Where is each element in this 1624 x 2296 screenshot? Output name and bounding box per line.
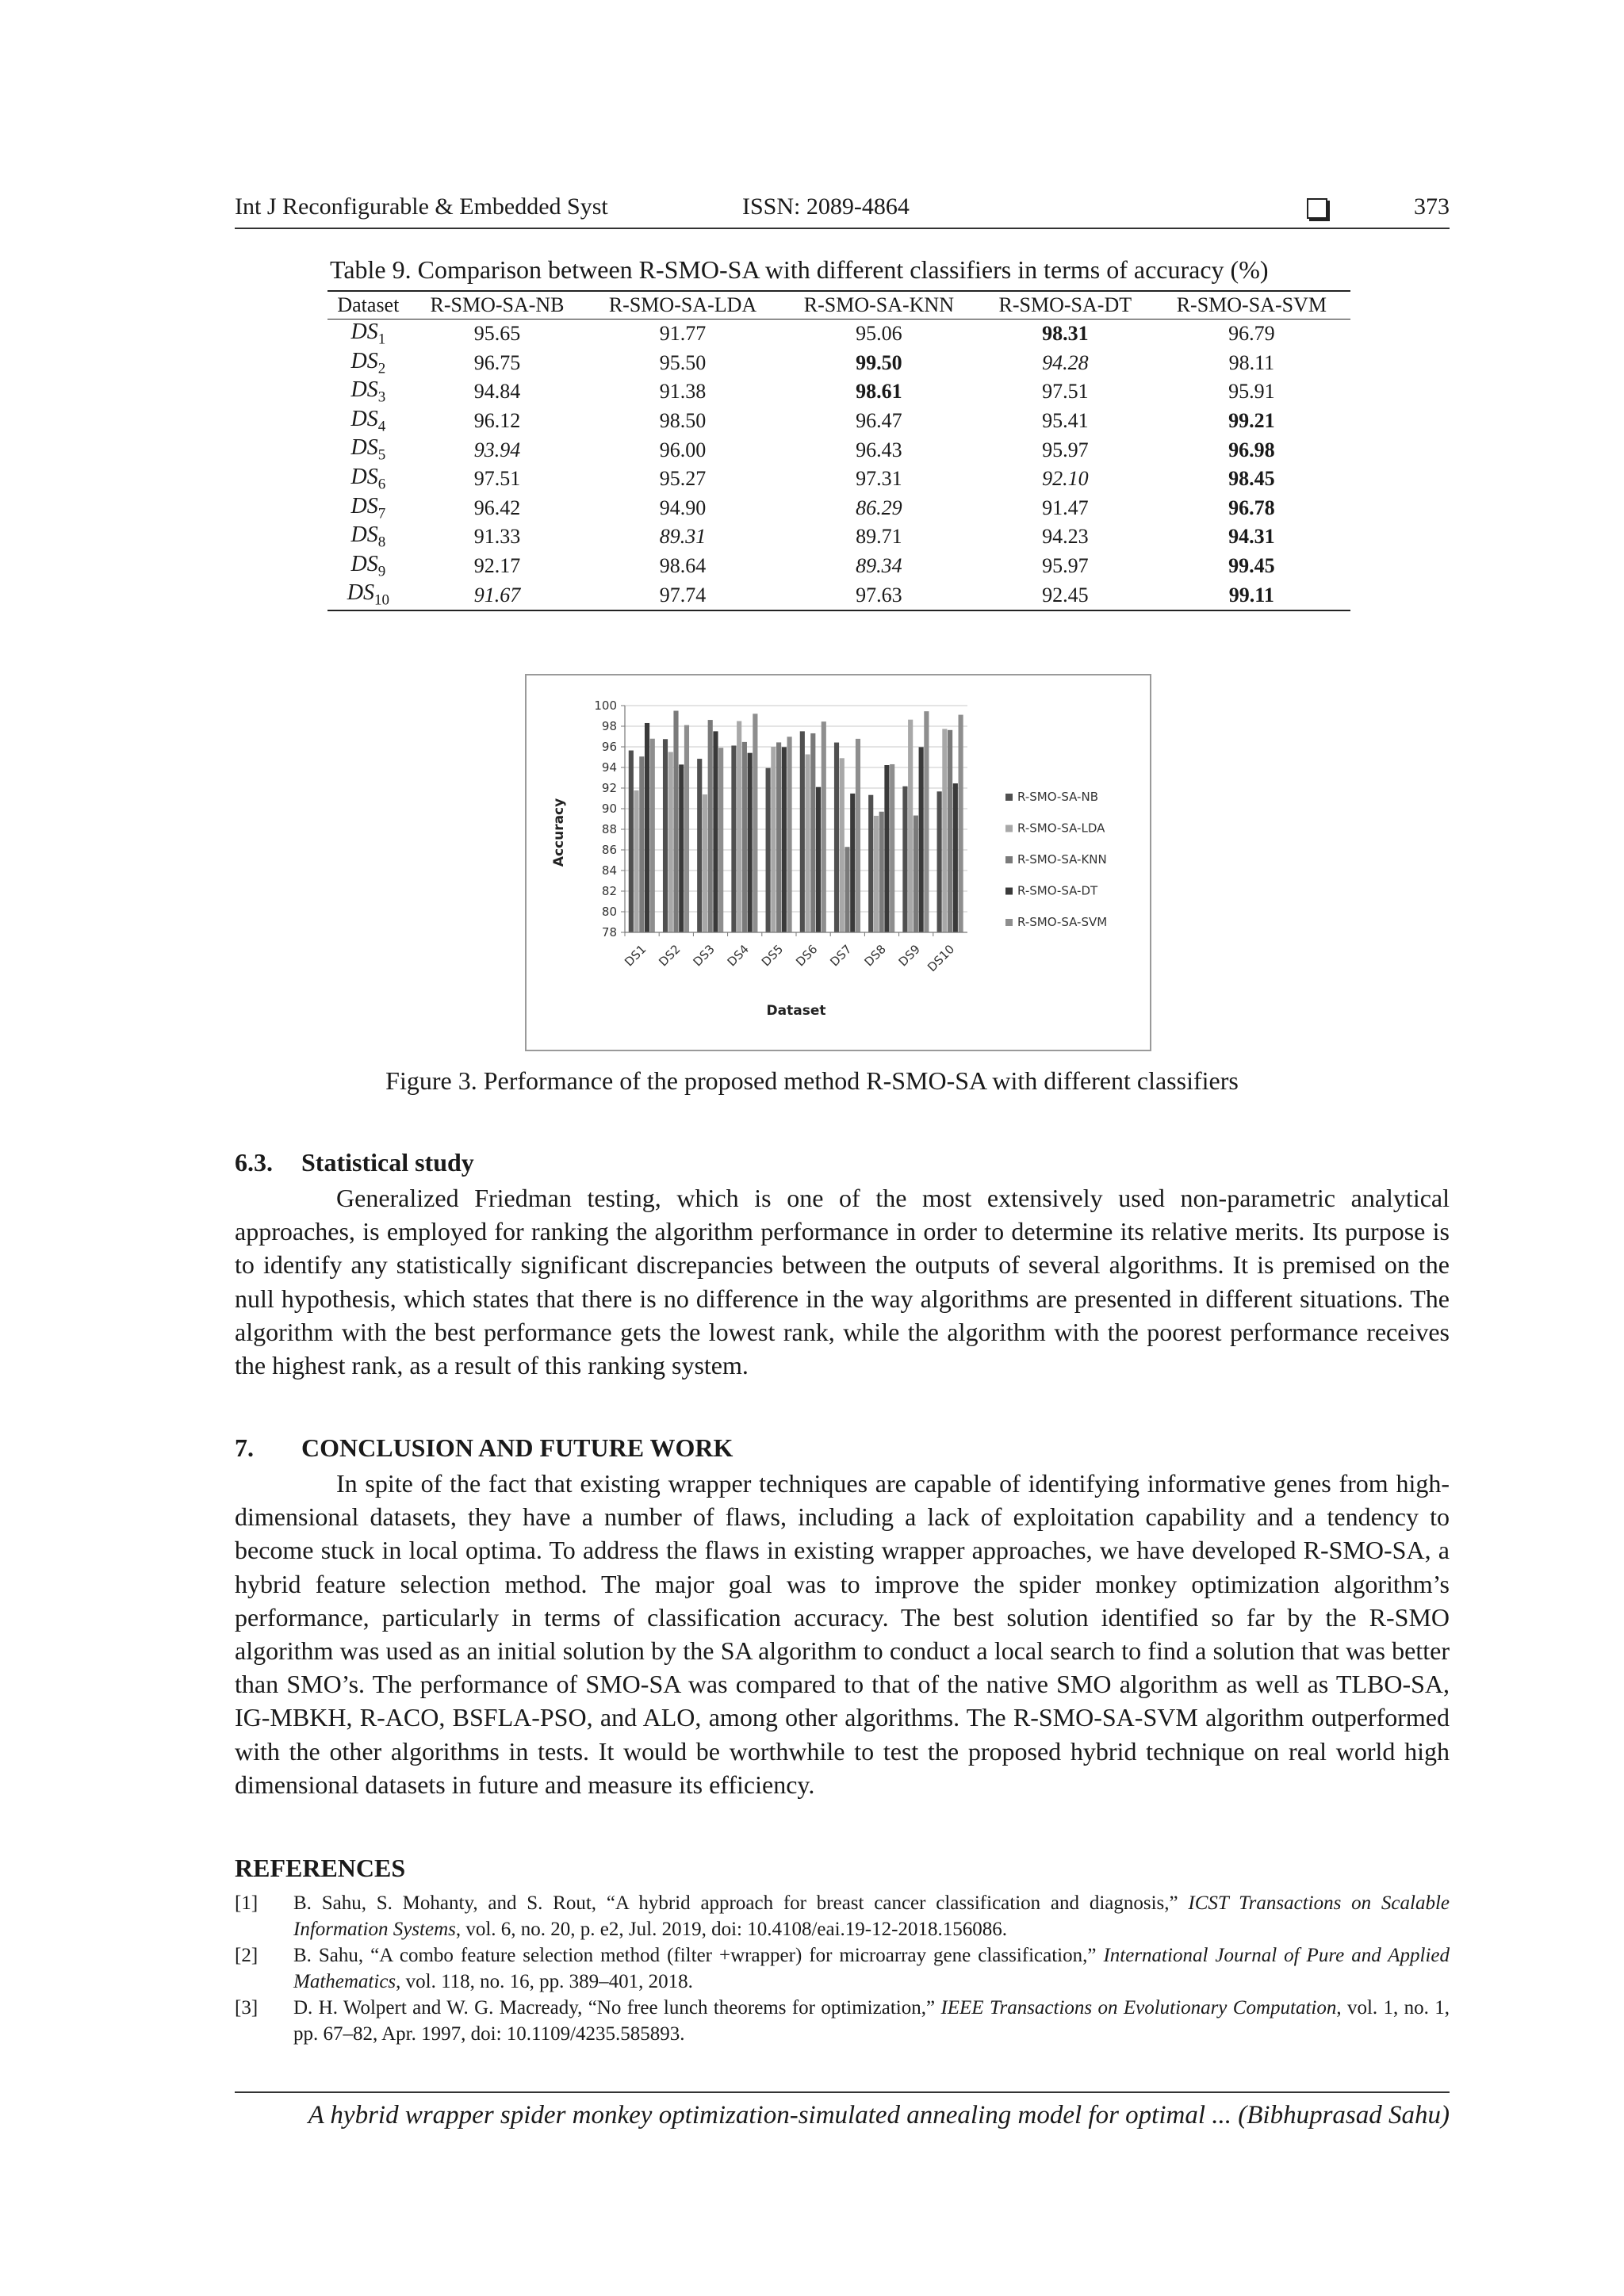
bar-R-SMO-SA-KNN-DS7 [845, 847, 849, 932]
bar-R-SMO-SA-SVM-DS8 [890, 764, 894, 932]
dataset-cell: $DS_8$ [350, 522, 386, 551]
section-7-paragraph: In spite of the fact that existing wrapper techniques are capable of identifying informative genes from high-dimensional datasets, they have a number of flaws, including a lack of exploitation capability and a tendency to become stuck in local optima. To address the flaws in existing wrapper approaches, we have developed R-SMO-SA, a hybrid feature selection method. The major goal was to improve the spider monkey optimization algorithm’s performance, particularly in terms of classification accuracy. The best solution identified so far by the R-SMO algorithm was used as an initial solution by the SA algorithm to conduct a local search to find a solution that was better than SMO’s. The performance of SMO-SA was compared to that of the native SMO algorithm as well as TLBO-SA, IG-MBKH, R-ACO, BSFLA-PSO, and ALO, among other algorithms. The R-SMO-SA-SVM algorithm outperformed with the other algorithms in tests. It would be worthwhile to test the proposed hybrid technique on real world high dimensional datasets in future and measure its efficiency. [235, 1469, 1450, 1799]
accuracy-cell: 98.61 [856, 380, 902, 404]
accuracy-cell: 93.94 [473, 438, 521, 461]
bar-R-SMO-SA-KNN-DS10 [948, 730, 952, 932]
accuracy-cell: 95.97 [1042, 554, 1089, 578]
bar-R-SMO-SA-KNN-DS1 [639, 756, 644, 932]
bar-R-SMO-SA-DT-DS7 [850, 794, 855, 932]
table-column-header: R-SMO-SA-DT [978, 291, 1153, 320]
reference-list [235, 1890, 1450, 2047]
bar-R-SMO-SA-SVM-DS1 [650, 739, 655, 932]
accuracy-cell: 92.10 [1042, 467, 1089, 491]
bar-R-SMO-SA-DT-DS3 [713, 731, 718, 932]
chart-legend [1005, 790, 1107, 929]
dataset-cell: $DS_1$ [350, 320, 386, 348]
accuracy-cell: 94.28 [1042, 350, 1089, 374]
accuracy-cell: 92.45 [1042, 583, 1089, 607]
table-column-header: Dataset [327, 291, 409, 320]
accuracy-cell: 96.98 [1228, 438, 1275, 461]
reference-item [235, 1890, 1450, 1942]
x-tick-label: DS3 [690, 942, 718, 970]
accuracy-cell: 95.65 [473, 322, 521, 346]
references-heading: REFERENCES [235, 1854, 406, 1882]
accuracy-cell: 96.12 [473, 409, 521, 433]
dataset-cell: $DS_2$ [350, 348, 386, 377]
accuracy-cell: 95.41 [1042, 409, 1089, 433]
bar-R-SMO-SA-NB-DS1 [629, 751, 634, 932]
accuracy-cell: 94.90 [659, 496, 707, 519]
table-row [327, 377, 1350, 407]
bar-R-SMO-SA-NB-DS7 [834, 743, 839, 932]
legend-swatch [1005, 856, 1013, 863]
accuracy-cell: 91.77 [659, 322, 707, 346]
bar-R-SMO-SA-LDA-DS10 [942, 729, 947, 932]
legend-swatch [1005, 919, 1013, 926]
bar-R-SMO-SA-KNN-DS4 [742, 742, 747, 932]
y-tick-label: 78 [601, 925, 617, 939]
accuracy-cell: 96.79 [1228, 322, 1275, 346]
section-number: 6.3. [235, 1148, 273, 1177]
issn: ISSN: 2089-4864 [742, 193, 910, 220]
legend-label: R-SMO-SA-SVM [1017, 915, 1108, 929]
legend-label: R-SMO-SA-KNN [1017, 852, 1107, 867]
x-tick-label: DS6 [793, 942, 821, 970]
bar-R-SMO-SA-SVM-DS2 [684, 725, 689, 932]
accuracy-bar-chart [527, 675, 1150, 1050]
bar-R-SMO-SA-LDA-DS1 [634, 790, 638, 932]
accuracy-cell: 91.67 [473, 583, 521, 607]
table-row [327, 494, 1350, 523]
legend-swatch [1005, 794, 1013, 801]
accuracy-cell: 98.31 [1042, 322, 1089, 346]
table-header-row [327, 291, 1350, 320]
bar-R-SMO-SA-NB-DS5 [766, 768, 771, 932]
y-tick-label: 98 [601, 719, 617, 733]
x-tick-label: DS7 [827, 942, 855, 970]
y-tick-label: 86 [601, 843, 617, 857]
bar-R-SMO-SA-SVM-DS4 [753, 714, 757, 932]
y-tick-label: 100 [594, 698, 617, 713]
accuracy-cell: 95.27 [659, 467, 707, 491]
legend-swatch [1005, 888, 1013, 895]
dataset-cell: $DS_6$ [350, 464, 386, 493]
y-tick-label: 80 [601, 905, 617, 919]
section-6-3-paragraph: Generalized Friedman testing, which is one of the most extensively used non-parametric analytical approaches, is employed for ranking the algorithm performance in order to determine its relative merits. Its purpose is to identify any statistically significant discrepancies between the outputs of several algorithms. It is premised on the null hypothesis, which states that there is no difference in the way algorithms are presented in different situations. The algorithm with the best performance gets the lowest rank, while the algorithm with the poorest performance receives the highest rank, as a result of this ranking system. [235, 1184, 1450, 1380]
bar-R-SMO-SA-SVM-DS10 [959, 715, 963, 932]
x-tick-label: DS9 [895, 942, 924, 970]
table-row [327, 552, 1350, 581]
legend-swatch [1005, 825, 1013, 832]
accuracy-cell: 96.75 [473, 350, 521, 374]
table-body [327, 320, 1350, 610]
bar-R-SMO-SA-LDA-DS3 [703, 794, 707, 932]
accuracy-cell: 96.78 [1228, 496, 1275, 519]
chart-frame [525, 674, 1151, 1051]
accuracy-cell: 96.43 [856, 438, 902, 461]
accuracy-cell: 91.33 [473, 525, 521, 549]
dataset-cell: $DS_3$ [350, 377, 386, 406]
accuracy-cell: 98.45 [1228, 467, 1275, 491]
accuracy-cell: 96.00 [659, 438, 707, 461]
reference-number: [2] [235, 1945, 259, 1966]
dataset-cell: $DS_{10}$ [347, 580, 389, 609]
accuracy-cell: 95.97 [1042, 438, 1089, 461]
table-column-header: R-SMO-SA-SVM [1153, 291, 1350, 320]
accuracy-cell: 96.42 [473, 496, 521, 519]
bar-R-SMO-SA-NB-DS10 [937, 791, 942, 932]
accuracy-cell: 91.47 [1042, 496, 1089, 519]
accuracy-cell: 97.51 [473, 467, 521, 491]
accuracy-cell: 91.38 [659, 380, 707, 404]
accuracy-cell: 92.17 [473, 554, 521, 578]
section-heading-7 [235, 1433, 733, 1463]
chart-bars [629, 711, 963, 933]
square-icon [1307, 198, 1327, 219]
accuracy-cell: 96.47 [856, 409, 902, 433]
figure-caption: Figure 3. Performance of the proposed method R-SMO-SA with different classifiers [385, 1066, 1239, 1095]
bar-R-SMO-SA-SVM-DS9 [924, 711, 929, 932]
bar-R-SMO-SA-SVM-DS6 [822, 721, 826, 932]
page-number: 373 [1414, 193, 1450, 220]
bar-R-SMO-SA-DT-DS6 [816, 787, 821, 932]
accuracy-cell: 86.29 [856, 496, 902, 519]
accuracy-cell: 97.63 [856, 583, 902, 607]
table-column-header: R-SMO-SA-NB [409, 291, 586, 320]
dataset-cell: $DS_4$ [350, 406, 386, 435]
bar-R-SMO-SA-NB-DS6 [800, 731, 805, 932]
bar-R-SMO-SA-KNN-DS8 [879, 812, 884, 932]
accuracy-cell: 99.45 [1228, 554, 1275, 578]
reference-item [235, 1942, 1450, 1995]
table-column-header: R-SMO-SA-LDA [585, 291, 779, 320]
bar-R-SMO-SA-LDA-DS5 [771, 747, 776, 932]
accuracy-table [327, 290, 1350, 611]
dataset-cell: $DS_7$ [350, 493, 386, 522]
running-header [235, 193, 1450, 225]
reference-number: [3] [235, 1997, 259, 2019]
bar-R-SMO-SA-NB-DS3 [697, 759, 702, 932]
reference-text: D. H. Wolpert and W. G. Macready, “No free lunch theorems for optimization,” IEEE Transactions on Evolutionary Computation, vol. 1, no. 1, pp. 67–82, Apr. 1997, doi: 10.1109/4235.585893. [293, 1997, 1450, 2045]
accuracy-cell: 94.31 [1228, 525, 1275, 549]
x-tick-label: DS2 [656, 942, 684, 970]
accuracy-cell: 99.50 [856, 350, 902, 374]
bar-R-SMO-SA-DT-DS2 [679, 764, 684, 932]
bar-R-SMO-SA-DT-DS1 [645, 723, 649, 932]
bar-R-SMO-SA-LDA-DS4 [737, 721, 741, 933]
bar-R-SMO-SA-DT-DS8 [884, 765, 889, 932]
bar-R-SMO-SA-NB-DS9 [902, 786, 907, 932]
x-tick-label: DS10 [925, 942, 958, 975]
bar-R-SMO-SA-LDA-DS8 [874, 816, 879, 932]
accuracy-cell: 89.71 [856, 525, 902, 549]
table-row [327, 320, 1350, 349]
reference-text: B. Sahu, S. Mohanty, and S. Rout, “A hybrid approach for breast cancer classification and diagnosis,” ICST Transactions on Scalable Information Systems, vol. 6, no. 20, p. e2, Jul. 2019, doi: 10.4108/eai.19-12-2018.156086. [293, 1892, 1450, 1940]
table-row [327, 349, 1350, 378]
bar-R-SMO-SA-SVM-DS5 [787, 737, 792, 932]
accuracy-cell: 99.11 [1228, 583, 1274, 607]
reference-number: [1] [235, 1892, 259, 1914]
y-tick-label: 96 [601, 740, 617, 754]
chart-x-axis-label: Dataset [766, 1003, 826, 1019]
chart-y-axis-label: Accuracy [551, 798, 567, 867]
bar-R-SMO-SA-KNN-DS5 [776, 742, 781, 932]
bar-R-SMO-SA-LDA-DS2 [668, 752, 673, 933]
accuracy-cell: 97.31 [856, 467, 902, 491]
accuracy-cell: 94.84 [473, 380, 521, 404]
y-tick-label: 92 [601, 781, 617, 795]
accuracy-cell: 98.11 [1228, 350, 1275, 374]
legend-label: R-SMO-SA-DT [1017, 883, 1098, 898]
accuracy-cell: 94.23 [1042, 525, 1089, 549]
accuracy-cell: 89.31 [659, 525, 707, 549]
bar-R-SMO-SA-LDA-DS6 [805, 754, 810, 932]
bar-R-SMO-SA-DT-DS10 [953, 783, 958, 932]
x-tick-label: DS5 [758, 942, 787, 970]
accuracy-cell: 95.50 [659, 350, 707, 374]
section-number: 7. [235, 1433, 254, 1462]
running-footer: A hybrid wrapper spider monkey optimization-simulated annealing model for optimal ... (Bibhuprasad Sahu) [308, 2101, 1450, 2130]
journal-name: Int J Reconfigurable & Embedded Syst [235, 193, 608, 220]
section-heading-6-3 [235, 1148, 474, 1177]
bar-R-SMO-SA-LDA-DS9 [908, 720, 913, 932]
bar-R-SMO-SA-KNN-DS6 [810, 733, 815, 932]
y-tick-label: 82 [601, 884, 617, 898]
accuracy-cell: 98.64 [659, 554, 707, 578]
bar-R-SMO-SA-NB-DS2 [663, 739, 668, 932]
y-tick-label: 88 [601, 822, 617, 836]
bar-R-SMO-SA-SVM-DS3 [718, 748, 723, 932]
table-column-header: R-SMO-SA-KNN [780, 291, 978, 320]
x-tick-label: DS8 [861, 942, 889, 970]
footer-rule [235, 2091, 1450, 2093]
table-row [327, 522, 1350, 552]
bar-R-SMO-SA-KNN-DS3 [708, 720, 713, 932]
accuracy-cell: 99.21 [1228, 409, 1275, 433]
bar-R-SMO-SA-KNN-DS2 [673, 711, 678, 933]
bar-R-SMO-SA-SVM-DS7 [856, 739, 860, 932]
table-row [327, 580, 1350, 610]
y-tick-label: 90 [601, 802, 617, 816]
reference-text: B. Sahu, “A combo feature selection method (filter +wrapper) for microarray gene classification,” International Journal of Pure and Applied Mathematics, vol. 118, no. 16, pp. 389–401, 2018. [293, 1945, 1450, 1992]
section-title: CONCLUSION AND FUTURE WORK [301, 1433, 733, 1462]
bar-R-SMO-SA-NB-DS4 [731, 745, 736, 932]
x-tick-label: DS1 [622, 942, 649, 970]
table-row [327, 465, 1350, 494]
legend-label: R-SMO-SA-NB [1017, 790, 1098, 804]
bar-R-SMO-SA-DT-DS9 [919, 747, 924, 932]
accuracy-cell: 95.91 [1228, 380, 1275, 404]
legend-label: R-SMO-SA-LDA [1017, 821, 1105, 836]
dataset-cell: $DS_5$ [350, 435, 386, 464]
y-tick-label: 94 [601, 760, 617, 775]
table-row [327, 407, 1350, 436]
x-tick-label: DS4 [724, 942, 753, 970]
dataset-cell: $DS_9$ [350, 551, 386, 580]
bar-R-SMO-SA-DT-DS4 [748, 753, 753, 932]
bar-R-SMO-SA-DT-DS5 [782, 747, 787, 932]
bar-R-SMO-SA-LDA-DS7 [840, 758, 845, 932]
accuracy-cell: 98.50 [659, 409, 707, 433]
reference-item [235, 1995, 1450, 2047]
bar-R-SMO-SA-KNN-DS9 [914, 816, 918, 932]
table-caption: Table 9. Comparison between R-SMO-SA with different classifiers in terms of accuracy (%) [330, 255, 1269, 284]
header-rule [235, 228, 1450, 229]
accuracy-cell: 95.06 [856, 322, 902, 346]
section-title: Statistical study [301, 1148, 474, 1177]
accuracy-cell: 97.51 [1042, 380, 1089, 404]
y-tick-label: 84 [601, 863, 617, 878]
bar-R-SMO-SA-NB-DS8 [868, 795, 873, 932]
table-row [327, 435, 1350, 465]
accuracy-cell: 97.74 [659, 583, 707, 607]
accuracy-cell: 89.34 [856, 554, 902, 578]
